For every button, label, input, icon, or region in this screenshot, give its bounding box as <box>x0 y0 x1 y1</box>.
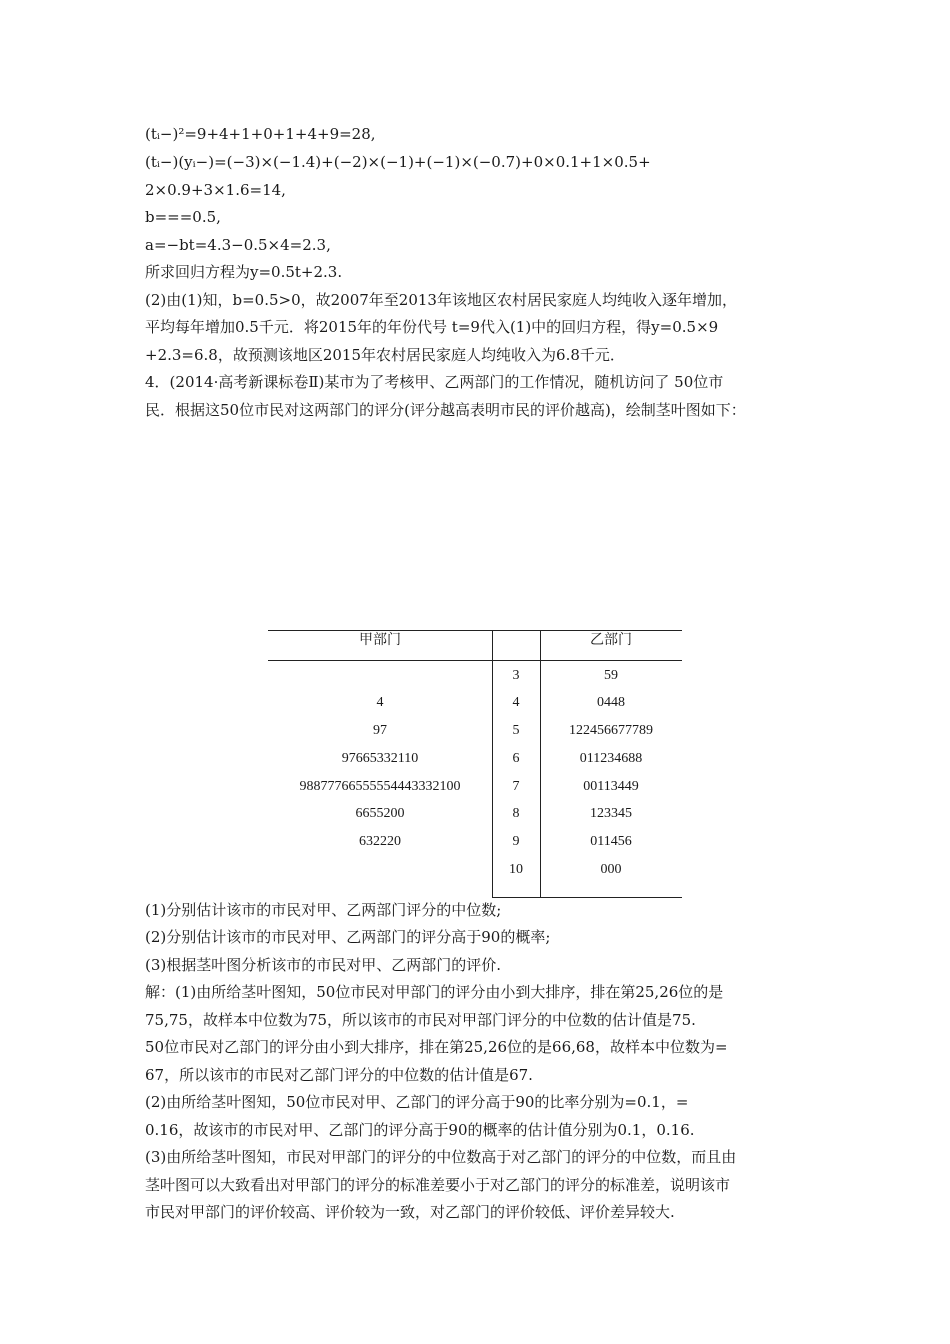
stem: 8 <box>512 806 520 821</box>
stem: 7 <box>512 779 520 794</box>
solution-line: 75,75，故样本中位数为75，所以该市的市民对甲部门评分的中位数的估计值是75. <box>145 1011 696 1029</box>
header-dept-jia: 甲部门 <box>359 633 401 648</box>
solution-line: 67，所以该市的市民对乙部门评分的中位数的估计值是67. <box>145 1066 533 1084</box>
text-line: (2)由(1)知，b=0.5>0，故2007年至2013年该地区农村居民家庭人均纯收入逐年增加， <box>145 291 737 309</box>
solution-line: (3)由所给茎叶图知，市民对甲部门的评分的中位数高于对乙部门的评分的中位数，而且由 <box>145 1148 737 1166</box>
table-bottom-rule <box>492 897 682 898</box>
header-dept-yi: 乙部门 <box>590 633 632 648</box>
text-line: a=−bt=4.3−0.5×4=2.3, <box>145 236 331 254</box>
leaf-left: 98877766555554443332100 <box>299 779 461 794</box>
solution-line: 0.16，故该市的市民对甲、乙部门的评分高于90的概率的估计值分别为0.1，0.16. <box>145 1121 695 1139</box>
problem-statement: 4．(2014·高考新课标卷Ⅱ)某市为了考核甲、乙两部门的工作情况，随机访问了 50位市 <box>145 373 724 391</box>
solution-line: 50位市民对乙部门的评分由小到大排序，排在第25,26位的是66,68，故样本中位数为= <box>145 1038 728 1056</box>
text-line: (tᵢ−)²=9+4+1+0+1+4+9=28, <box>145 125 376 143</box>
leaf-right: 011234688 <box>579 751 643 766</box>
question-1: (1)分别估计该市的市民对甲、乙两部门评分的中位数; <box>145 901 502 919</box>
leaf-right: 59 <box>604 668 618 683</box>
problem-statement: 民．根据这50位市民对这两部门的评分(评分越高表明市民的评价越高)，绘制茎叶图如下： <box>145 401 746 419</box>
leaf-right: 0448 <box>597 695 625 710</box>
leaf-left: 6655200 <box>355 806 405 821</box>
text-line: 2×0.9+3×1.6=14, <box>145 181 286 199</box>
leaf-left: 97665332110 <box>341 751 419 766</box>
text-line: (tᵢ−)(yᵢ−)=(−3)×(−1.4)+(−2)×(−1)+(−1)×(−0.7)+0×0.1+1×0.5+ <box>145 153 651 171</box>
table-top-rule <box>268 630 682 631</box>
question-2: (2)分别估计该市的市民对甲、乙两部门的评分高于90的概率; <box>145 928 551 946</box>
solution-line: 茎叶图可以大致看出对甲部门的评分的标准差要小于对乙部门的评分的标准差，说明该市 <box>145 1176 731 1194</box>
text-line: b===0.5, <box>145 208 221 226</box>
leaf-right: 000 <box>600 862 622 877</box>
stem: 3 <box>512 668 520 683</box>
question-3: (3)根据茎叶图分析该市的市民对甲、乙两部门的评价. <box>145 956 502 974</box>
stem: 6 <box>512 751 520 766</box>
solution-line: (2)由所给茎叶图知，50位市民对甲、乙部门的评分高于90的比率分别为=0.1，= <box>145 1093 689 1111</box>
leaf-left: 632220 <box>359 834 401 849</box>
stem: 9 <box>512 834 520 849</box>
text-line: +2.3=6.8，故预测该地区2015年农村居民家庭人均纯收入为6.8千元． <box>145 346 625 364</box>
text-line: 平均每年增加0.5千元．将2015年的年份代号 t=9代入(1)中的回归方程，得y=0.5×9 <box>145 318 719 336</box>
solution-line: 解：(1)由所给茎叶图知，50位市民对甲部门的评分由小到大排序，排在第25,26位的是 <box>145 983 724 1001</box>
leaf-left: 4 <box>376 695 384 710</box>
solution-line: 市民对甲部门的评价较高、评价较为一致，对乙部门的评价较低、评价差异较大. <box>145 1203 675 1221</box>
text-line: 所求回归方程为y=0.5t+2.3. <box>145 263 343 281</box>
leaf-right: 011456 <box>590 834 632 849</box>
stem: 10 <box>509 862 523 877</box>
stem: 5 <box>512 723 520 738</box>
leaf-left: 97 <box>373 723 387 738</box>
leaf-right: 123345 <box>590 806 632 821</box>
stem-leaf-table <box>268 630 682 898</box>
leaf-right: 00113449 <box>583 779 639 794</box>
table-header-rule <box>268 660 682 661</box>
stem: 4 <box>512 695 520 710</box>
leaf-right: 122456677789 <box>569 723 653 738</box>
